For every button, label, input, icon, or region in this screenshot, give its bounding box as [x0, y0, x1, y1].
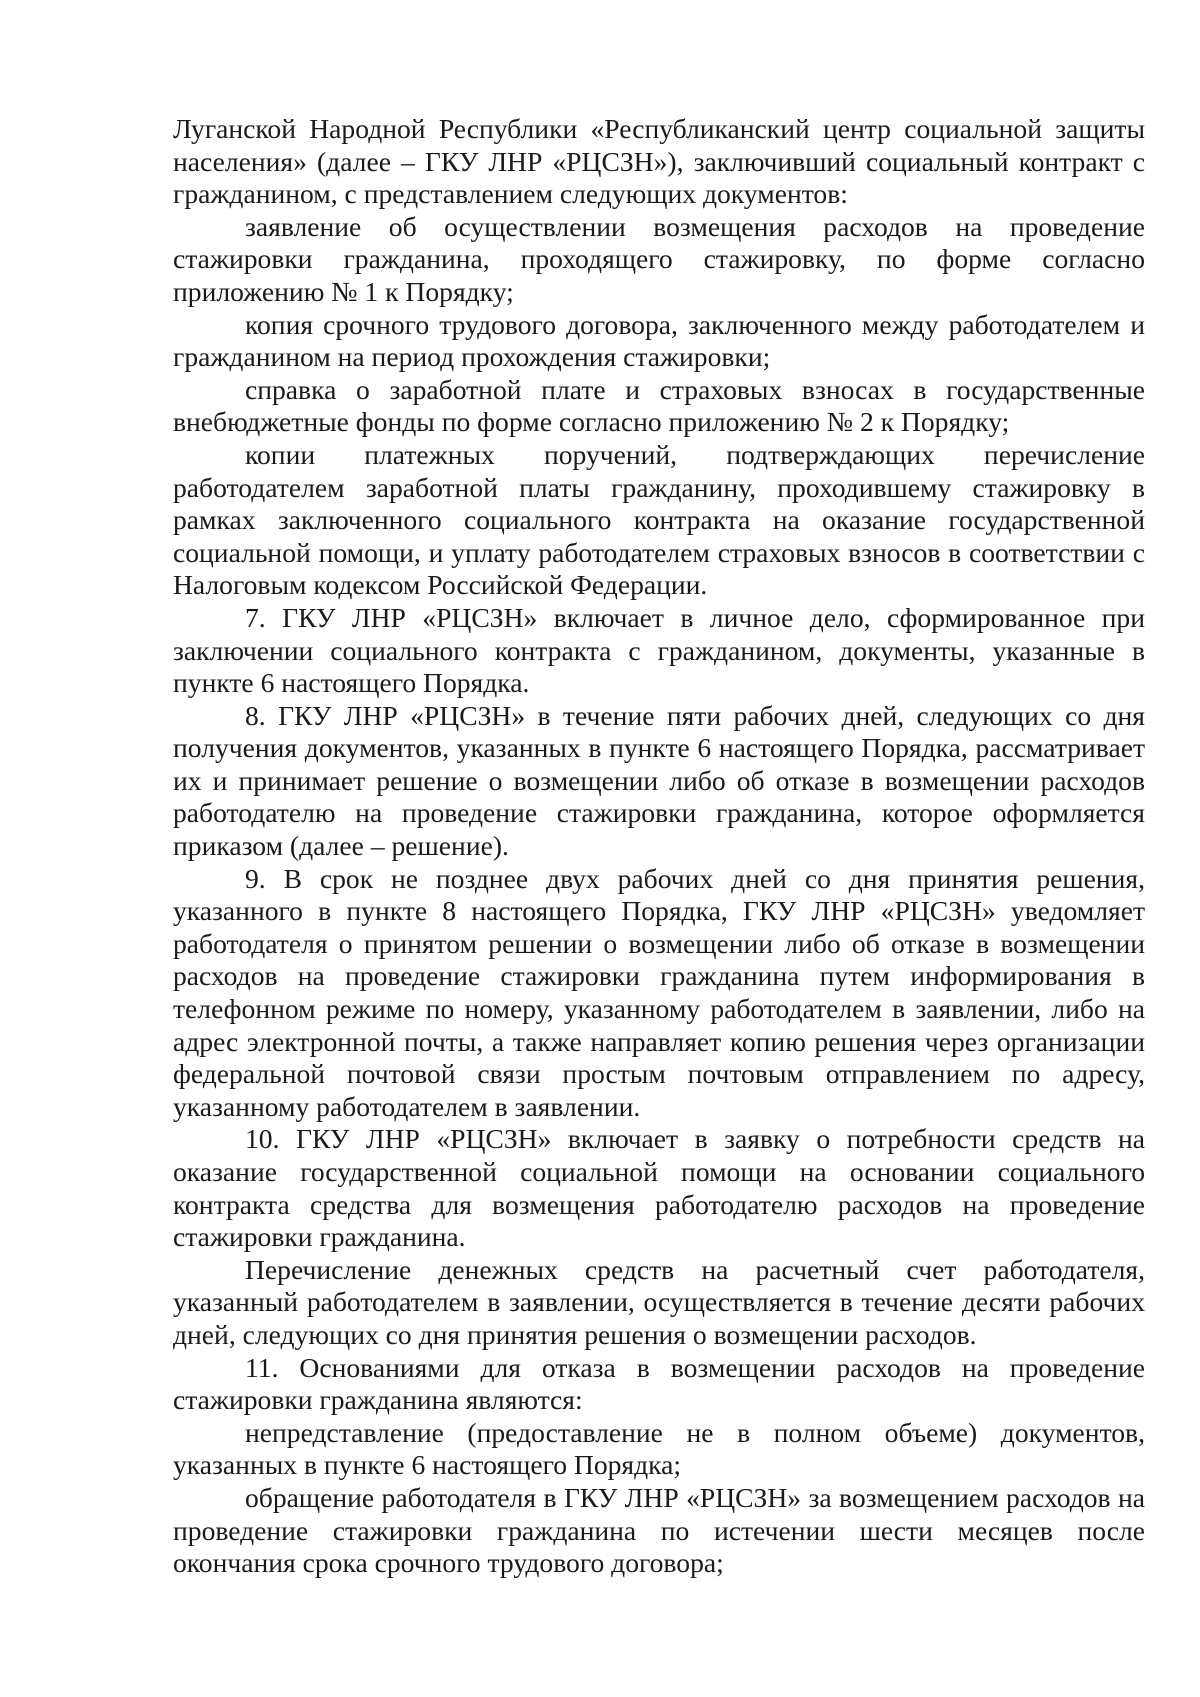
paragraph-clause-10: 10. ГКУ ЛНР «РЦСЗН» включает в заявку о потребности средств на оказание государственной социальной помощи на основании социального контракта средства для возмещения работодателю расходов на проведение стажировки гражданина. — [173, 1123, 1145, 1253]
paragraph-clause-7: 7. ГКУ ЛНР «РЦСЗН» включает в личное дело, сформированное при заключении социального контракта с гражданином, документы, указанные в пункте 6 настоящего Порядка. — [173, 601, 1145, 699]
document-body — [173, 113, 1145, 1580]
paragraph-clause-8: 8. ГКУ ЛНР «РЦСЗН» в течение пяти рабочих дней, следующих со дня получения документов, указанных в пункте 6 настоящего Порядка, рассматривает их и принимает решение о возмещении либо об отказе в возмещении расходов работодателю на проведение стажировки гражданина, которое оформляется приказом (далее – решение). — [173, 699, 1145, 862]
paragraph-clause-9: 9. В срок не позднее двух рабочих дней со дня принятия решения, указанного в пункте 8 настоящего Порядка, ГКУ ЛНР «РЦСЗН» уведомляет работодателя о принятом решении о возмещении либо об отказе в возмещении расходов на проведение стажировки гражданина путем информирования в телефонном режиме по номеру, указанному работодателем в заявлении, либо на адрес электронной почты, а также направляет копию решения через организации федеральной почтовой связи простым почтовым отправлением по адресу, указанному работодателем в заявлении. — [173, 862, 1145, 1122]
paragraph-payment-orders-item: копии платежных поручений, подтверждающих перечисление работодателем заработной платы гражданину, проходившему стажировку в рамках заключенного социального контракта на оказание государственной социальной помощи, и уплату работодателем страховых взносов в соответствии с Налоговым кодексом Российской Федерации. — [173, 438, 1145, 601]
paragraph-application-item: заявление об осуществлении возмещения расходов на проведение стажировки гражданина, проходящего стажировку, по форме согласно приложению № 1 к Порядку; — [173, 210, 1145, 307]
paragraph-funds-transfer: Перечисление денежных средств на расчетный счет работодателя, указанный работодателем в заявлении, осуществляется в течение десяти рабочих дней, следующих со дня принятия решения о возмещении расходов. — [173, 1253, 1145, 1350]
paragraph-refusal-reason-documents: непредставление (предоставление не в полном объеме) документов, указанных в пункте 6 настоящего Порядка; — [173, 1416, 1145, 1481]
paragraph-salary-certificate-item: справка о заработной плате и страховых взносах в государственные внебюджетные фонды по форме согласно приложению № 2 к Порядку; — [173, 373, 1145, 438]
paragraph-clause-11: 11. Основаниями для отказа в возмещении расходов на проведение стажировки гражданина являются: — [173, 1351, 1145, 1416]
paragraph-continuation: Луганской Народной Республики «Республиканский центр социальной защиты населения» (далее – ГКУ ЛНР «РЦСЗН»), заключивший социальный контракт с гражданином, с представлением следующих документов: — [173, 113, 1145, 210]
paragraph-refusal-reason-deadline: обращение работодателя в ГКУ ЛНР «РЦСЗН» за возмещением расходов на проведение стажировки гражданина по истечении шести месяцев после окончания срока срочного трудового договора; — [173, 1481, 1145, 1579]
paragraph-contract-copy-item: копия срочного трудового договора, заключенного между работодателем и гражданином на период прохождения стажировки; — [173, 308, 1145, 373]
